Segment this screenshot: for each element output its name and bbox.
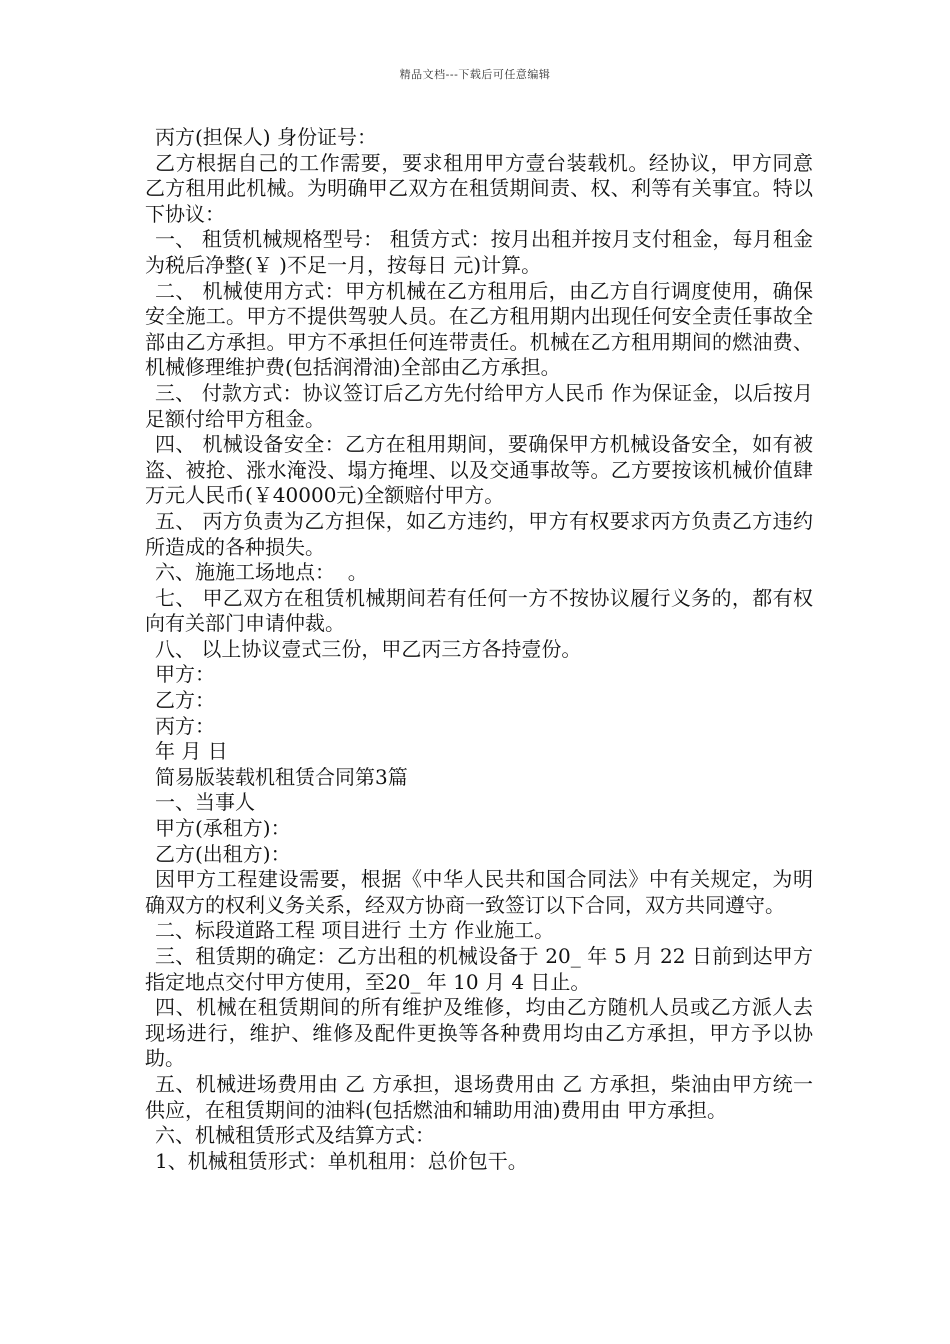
paragraph-guarantor-id: 丙方(担保人) 身份证号： bbox=[155, 125, 377, 149]
paragraph-item-3: 三、租赁期的确定：乙方出租的机械设备于 20_ 年 5 月 22 日前到达甲方指定地点交付甲方使用，至20_ 年 10 月 4 日止。 bbox=[145, 944, 813, 994]
paragraph-item-6: 六、机械租赁形式及结算方式： bbox=[155, 1123, 435, 1148]
section-title: 简易版装载机租赁合同第3篇 bbox=[155, 764, 408, 789]
paragraph-item-6-1: 1、机械租赁形式：单机租用：总价包干。 bbox=[155, 1148, 528, 1173]
paragraph-intro: 乙方根据自己的工作需要，要求租用甲方壹台装载机。经协议，甲方同意乙方租用此机械。为明确甲乙双方在租赁期间责、权、利等有关事宜。特以下协议： bbox=[145, 150, 813, 226]
paragraph-clause-1: 一、 租赁机械规格型号： 租赁方式：按月出租并按月支付租金，每月租金为税后净整(￥ )不足一月，按每日 元)计算。 bbox=[145, 227, 813, 277]
signature-date: 年 月 日 bbox=[155, 739, 228, 764]
paragraph-clause-5: 五、 丙方负责为乙方担保，如乙方违约，甲方有权要求丙方负责乙方违约所造成的各种损失。 bbox=[145, 508, 813, 559]
document-body bbox=[145, 125, 813, 1174]
paragraph-preamble: 因甲方工程建设需要，根据《中华人民共和国合同法》中有关规定，为明确双方的权利义务关系，经双方协商一致签订以下合同，双方共同遵守。 bbox=[145, 867, 813, 917]
signature-party-a: 甲方： bbox=[155, 662, 215, 687]
paragraph-parties-heading: 一、当事人 bbox=[155, 790, 255, 815]
paragraph-item-5: 五、机械进场费用由 乙 方承担，退场费用由 乙 方承担，柴油由甲方统一供应，在租赁期间的油料(包括燃油和辅助用油)费用由 甲方承担。 bbox=[145, 1071, 813, 1122]
page-header: 精品文档---下载后可任意编辑 bbox=[399, 68, 551, 81]
paragraph-clause-4: 四、 机械设备安全：乙方在租用期间，要确保甲方机械设备安全，如有被盗、被抢、涨水淹没、塌方掩埋、以及交通事故等。乙方要按该机械价值肆万元人民币(￥40000元)全额赔付甲方。 bbox=[145, 432, 813, 508]
signature-party-c: 丙方： bbox=[155, 713, 215, 738]
paragraph-clause-2: 二、 机械使用方式：甲方机械在乙方租用后，由乙方自行调度使用，确保安全施工。甲方不提供驾驶人员。在乙方租用期内出现任何安全责任事故全部由乙方承担。甲方不承担任何连带责任。机械在乙方租用期间的燃油费、机械修理维护费(包括润滑油)全部由乙方承担。 bbox=[145, 278, 813, 380]
paragraph-clause-6: 六、施施工场地点： 。 bbox=[155, 560, 368, 585]
paragraph-lessee: 甲方(承租方)： bbox=[155, 816, 291, 841]
paragraph-item-4: 四、机械在租赁期间的所有维护及维修，均由乙方随机人员或乙方派人去现场进行，维护、维修及配件更换等各种费用均由乙方承担，甲方予以协助。 bbox=[145, 995, 813, 1071]
paragraph-lessor: 乙方(出租方)： bbox=[155, 841, 291, 866]
paragraph-clause-7: 七、 甲乙双方在租赁机械期间若有任何一方不按协议履行义务的，都有权向有关部门申请仲裁。 bbox=[145, 585, 813, 636]
paragraph-item-2: 二、标段道路工程 项目进行 土方 作业施工。 bbox=[155, 918, 555, 943]
paragraph-clause-8: 八、 以上协议壹式三份，甲乙丙三方各持壹份。 bbox=[155, 636, 582, 661]
signature-party-b: 乙方： bbox=[155, 688, 215, 713]
paragraph-clause-3: 三、 付款方式：协议签订后乙方先付给甲方人民币 作为保证金，以后按月足额付给甲方租金。 bbox=[145, 380, 813, 431]
